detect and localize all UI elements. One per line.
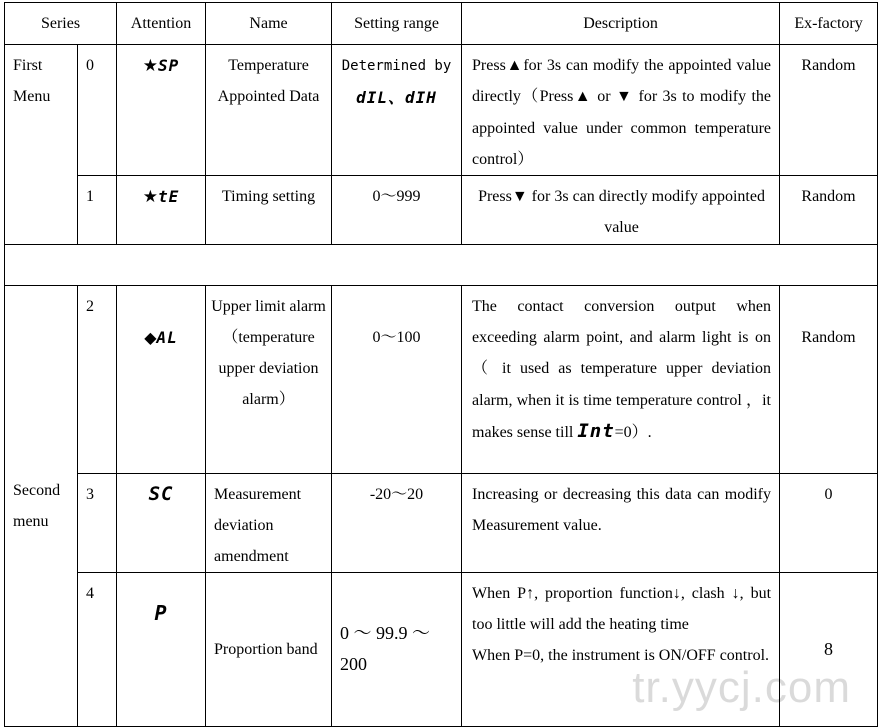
description-cell: Press▲for 3s can modify the appointed value directly（Press▲ or ▼ for 3s to modify the appointed value under common temperature control） <box>462 45 780 176</box>
header-name: Name <box>206 3 332 45</box>
range-cell: -20～20 <box>332 473 462 572</box>
int-code: Int <box>577 419 615 442</box>
factory-cell: Random <box>780 45 878 176</box>
description-line: When P=0, the instrument is ON/OFF control. <box>472 647 770 665</box>
display-code: P <box>154 600 168 625</box>
name-cell: Upper limit alarm（temperature upper deviation alarm） <box>206 285 332 473</box>
display-code: SP <box>158 56 180 75</box>
star-icon: ★ <box>142 187 158 207</box>
name-cell: Timing setting <box>206 176 332 245</box>
range-cell <box>332 45 462 176</box>
parameter-table <box>4 2 878 727</box>
range-cell: 0 ～ 99.9 ～ 200 <box>332 572 462 726</box>
header-range: Setting range <box>332 3 462 45</box>
factory-cell: Random <box>780 285 878 473</box>
table-row <box>5 285 878 473</box>
header-series: Series <box>5 3 117 45</box>
attention-cell <box>117 473 206 572</box>
description-cell: Increasing or decreasing this data can modify Measurement value. <box>462 473 780 572</box>
factory-cell: Random <box>780 176 878 245</box>
range-cell: 0～999 <box>332 176 462 245</box>
row-number: 0 <box>78 45 117 176</box>
series-first-menu: First Menu <box>5 45 78 245</box>
description-cell: Press▼ for 3s can directly modify appointed value <box>462 176 780 245</box>
header-factory: Ex-factory <box>780 3 878 45</box>
header-description: Description <box>462 3 780 45</box>
series-second-menu: Second menu <box>5 285 78 726</box>
attention-cell <box>117 176 206 245</box>
header-attention: Attention <box>117 3 206 45</box>
diamond-icon: ◆ <box>144 329 157 347</box>
description-line: When P↑, proportion function↓, clash ↓, but too little will add the heating time <box>472 584 772 634</box>
name-cell: Measurement deviation amendment <box>206 473 332 572</box>
table-row <box>5 176 878 245</box>
display-code: SC <box>148 482 174 505</box>
range-code: dIL、dIH <box>356 88 437 107</box>
spacer-row <box>5 244 878 285</box>
attention-cell <box>117 285 206 473</box>
range-text: Determined by <box>341 58 452 74</box>
range-cell: 0～100 <box>332 285 462 473</box>
display-code: tE <box>158 187 180 207</box>
table-row <box>5 473 878 572</box>
spacer-cell <box>5 244 878 285</box>
attention-cell <box>117 572 206 726</box>
row-number: 1 <box>78 176 117 245</box>
row-number: 2 <box>78 285 117 473</box>
row-number: 4 <box>78 572 117 726</box>
factory-cell: 8 <box>780 572 878 726</box>
name-cell: Temperature Appointed Data <box>206 45 332 176</box>
attention-cell <box>117 45 206 176</box>
watermark: tr.yycj.com <box>632 663 851 712</box>
display-code: AL <box>156 327 178 347</box>
header-row <box>5 3 878 45</box>
name-cell: Proportion band <box>206 572 332 726</box>
star-icon: ★ <box>142 56 158 75</box>
row-number: 3 <box>78 473 117 572</box>
table-row <box>5 45 878 176</box>
factory-cell: 0 <box>780 473 878 572</box>
description-cell: The contact conversion output when exceeding alarm point, and alarm light is on （ it used as temperature upper deviation alarm, when it is time temperature control ，it makes sense till Int=0）. <box>462 285 780 473</box>
